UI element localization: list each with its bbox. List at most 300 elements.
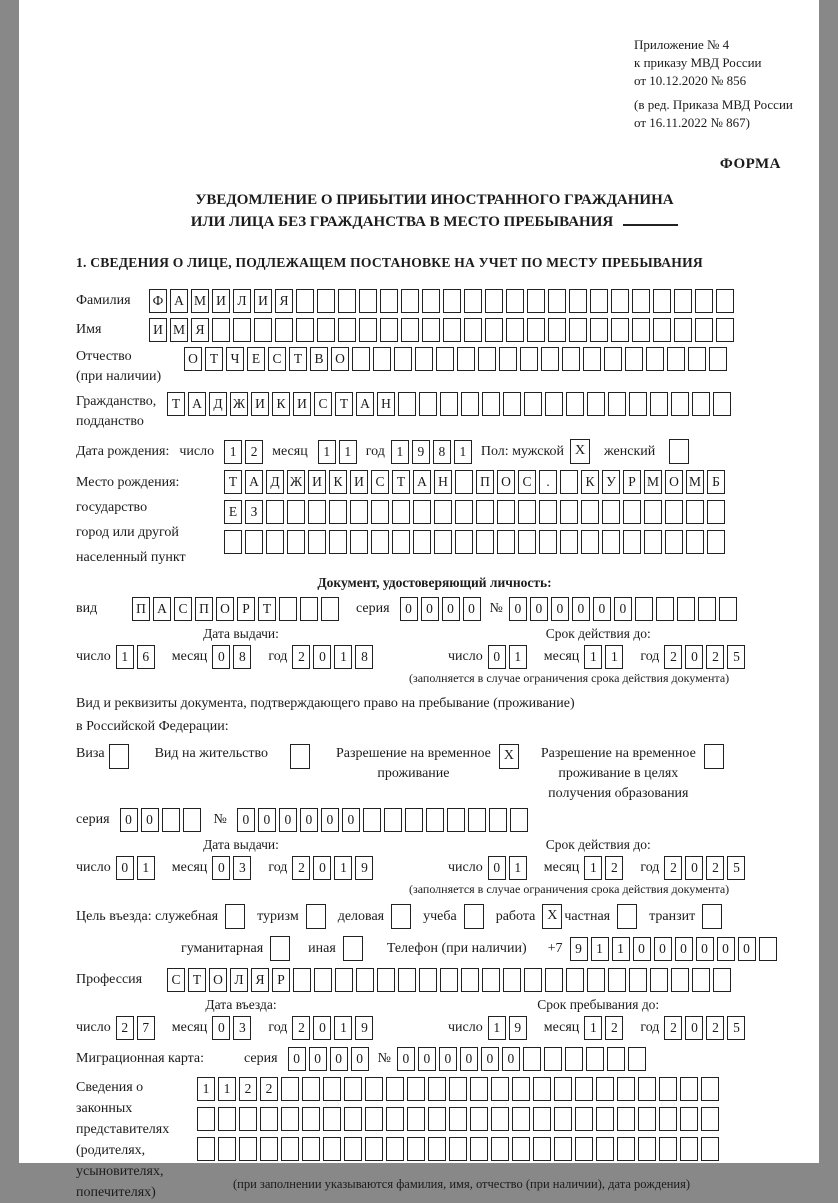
char-cell[interactable] — [596, 1137, 614, 1161]
char-cell[interactable] — [759, 937, 777, 961]
char-cell[interactable] — [701, 1137, 719, 1161]
char-cell[interactable]: Я — [275, 289, 293, 313]
char-cell[interactable] — [279, 597, 297, 621]
char-cell[interactable]: С — [268, 347, 286, 371]
char-cell[interactable] — [565, 1047, 583, 1071]
char-cell[interactable] — [698, 597, 716, 621]
char-cell[interactable] — [344, 1077, 362, 1101]
char-cell[interactable]: 1 — [612, 937, 630, 961]
char-cell[interactable] — [281, 1107, 299, 1131]
char-cell[interactable]: 2 — [664, 856, 682, 880]
birth-month-grid[interactable] — [318, 440, 360, 464]
char-cell[interactable] — [560, 530, 578, 554]
char-cell[interactable] — [527, 318, 545, 342]
char-cell[interactable]: 0 — [572, 597, 590, 621]
char-cell[interactable] — [587, 392, 605, 416]
char-cell[interactable] — [680, 1077, 698, 1101]
char-cell[interactable] — [688, 347, 706, 371]
char-cell[interactable]: 1 — [584, 1016, 602, 1040]
char-cell[interactable]: 1 — [116, 645, 134, 669]
birth-day-grid[interactable] — [224, 440, 266, 464]
char-cell[interactable]: Б — [707, 470, 725, 494]
char-cell[interactable]: Д — [266, 470, 284, 494]
char-cell[interactable] — [281, 1077, 299, 1101]
char-cell[interactable] — [419, 392, 437, 416]
char-cell[interactable]: 2 — [605, 1016, 623, 1040]
char-cell[interactable] — [602, 500, 620, 524]
char-cell[interactable]: 1 — [509, 856, 527, 880]
char-cell[interactable]: 0 — [321, 808, 339, 832]
char-cell[interactable] — [434, 500, 452, 524]
permit-issue-month-grid[interactable] — [212, 856, 254, 880]
char-cell[interactable] — [533, 1077, 551, 1101]
id-issue-month-grid[interactable] — [212, 645, 254, 669]
char-cell[interactable]: Ф — [149, 289, 167, 313]
char-cell[interactable] — [707, 530, 725, 554]
char-cell[interactable] — [443, 318, 461, 342]
char-cell[interactable] — [386, 1077, 404, 1101]
permit-issue-day-grid[interactable] — [116, 856, 158, 880]
char-cell[interactable] — [590, 289, 608, 313]
char-cell[interactable] — [544, 1047, 562, 1071]
char-cell[interactable] — [518, 500, 536, 524]
birthplace-grid-3[interactable] — [224, 530, 728, 554]
char-cell[interactable] — [407, 1077, 425, 1101]
char-cell[interactable] — [317, 289, 335, 313]
representatives-grid-2[interactable] — [197, 1107, 722, 1131]
char-cell[interactable] — [371, 500, 389, 524]
char-cell[interactable] — [377, 968, 395, 992]
char-cell[interactable]: 2 — [260, 1077, 278, 1101]
char-cell[interactable] — [719, 597, 737, 621]
char-cell[interactable]: 2 — [605, 856, 623, 880]
char-cell[interactable] — [713, 968, 731, 992]
char-cell[interactable] — [489, 808, 507, 832]
char-cell[interactable]: 2 — [706, 645, 724, 669]
char-cell[interactable] — [455, 470, 473, 494]
char-cell[interactable]: 2 — [292, 645, 310, 669]
char-cell[interactable] — [569, 318, 587, 342]
char-cell[interactable]: К — [329, 470, 347, 494]
char-cell[interactable] — [617, 1137, 635, 1161]
char-cell[interactable] — [695, 318, 713, 342]
char-cell[interactable]: О — [184, 347, 202, 371]
char-cell[interactable]: 1 — [454, 440, 472, 464]
char-cell[interactable] — [419, 968, 437, 992]
sex-male-checkbox[interactable]: X — [570, 439, 590, 464]
char-cell[interactable] — [317, 318, 335, 342]
char-cell[interactable]: 2 — [239, 1077, 257, 1101]
char-cell[interactable] — [426, 808, 444, 832]
char-cell[interactable]: 0 — [463, 597, 481, 621]
char-cell[interactable]: 0 — [502, 1047, 520, 1071]
char-cell[interactable]: Т — [258, 597, 276, 621]
char-cell[interactable] — [491, 1137, 509, 1161]
char-cell[interactable]: 0 — [342, 808, 360, 832]
char-cell[interactable] — [392, 530, 410, 554]
char-cell[interactable]: 0 — [614, 597, 632, 621]
char-cell[interactable] — [308, 500, 326, 524]
char-cell[interactable] — [455, 530, 473, 554]
char-cell[interactable] — [447, 808, 465, 832]
char-cell[interactable]: Д — [209, 392, 227, 416]
char-cell[interactable]: Е — [247, 347, 265, 371]
char-cell[interactable] — [701, 1107, 719, 1131]
char-cell[interactable]: 3 — [233, 1016, 251, 1040]
char-cell[interactable] — [665, 500, 683, 524]
char-cell[interactable] — [628, 1047, 646, 1071]
char-cell[interactable] — [566, 968, 584, 992]
char-cell[interactable]: 9 — [355, 856, 373, 880]
char-cell[interactable] — [302, 1077, 320, 1101]
char-cell[interactable] — [476, 500, 494, 524]
char-cell[interactable] — [386, 1137, 404, 1161]
char-cell[interactable]: . — [539, 470, 557, 494]
char-cell[interactable]: А — [170, 289, 188, 313]
entry-month-grid[interactable] — [212, 1016, 254, 1040]
char-cell[interactable] — [308, 530, 326, 554]
char-cell[interactable]: Я — [191, 318, 209, 342]
char-cell[interactable] — [586, 1047, 604, 1071]
stay-year-grid[interactable] — [664, 1016, 748, 1040]
char-cell[interactable] — [266, 530, 284, 554]
char-cell[interactable]: 6 — [137, 645, 155, 669]
char-cell[interactable] — [604, 347, 622, 371]
surname-grid[interactable] — [149, 289, 737, 313]
char-cell[interactable]: 5 — [727, 856, 745, 880]
sex-female-checkbox[interactable] — [669, 439, 689, 464]
char-cell[interactable] — [380, 318, 398, 342]
char-cell[interactable]: 0 — [288, 1047, 306, 1071]
char-cell[interactable] — [653, 289, 671, 313]
char-cell[interactable]: 9 — [355, 1016, 373, 1040]
char-cell[interactable]: 5 — [727, 1016, 745, 1040]
migration-series-grid[interactable] — [288, 1047, 372, 1071]
char-cell[interactable] — [436, 347, 454, 371]
citizenship-grid[interactable] — [167, 392, 734, 416]
char-cell[interactable] — [287, 530, 305, 554]
char-cell[interactable] — [656, 597, 674, 621]
char-cell[interactable]: Ч — [226, 347, 244, 371]
char-cell[interactable] — [680, 1137, 698, 1161]
char-cell[interactable] — [440, 968, 458, 992]
char-cell[interactable] — [323, 1137, 341, 1161]
char-cell[interactable] — [659, 1077, 677, 1101]
char-cell[interactable]: 1 — [584, 856, 602, 880]
char-cell[interactable]: 0 — [237, 808, 255, 832]
char-cell[interactable] — [503, 968, 521, 992]
char-cell[interactable] — [524, 968, 542, 992]
char-cell[interactable]: 1 — [391, 440, 409, 464]
representatives-grid-3[interactable] — [197, 1137, 722, 1161]
char-cell[interactable] — [674, 289, 692, 313]
char-cell[interactable]: 0 — [313, 1016, 331, 1040]
char-cell[interactable]: 0 — [300, 808, 318, 832]
char-cell[interactable] — [321, 597, 339, 621]
purpose-work-checkbox[interactable]: X — [542, 904, 562, 929]
entry-year-grid[interactable] — [292, 1016, 376, 1040]
char-cell[interactable] — [335, 968, 353, 992]
char-cell[interactable]: О — [497, 470, 515, 494]
char-cell[interactable]: 0 — [685, 856, 703, 880]
char-cell[interactable] — [428, 1107, 446, 1131]
char-cell[interactable]: 0 — [481, 1047, 499, 1071]
char-cell[interactable]: Т — [392, 470, 410, 494]
char-cell[interactable]: 0 — [309, 1047, 327, 1071]
char-cell[interactable]: С — [518, 470, 536, 494]
char-cell[interactable]: 1 — [334, 645, 352, 669]
char-cell[interactable]: Л — [233, 289, 251, 313]
char-cell[interactable] — [674, 318, 692, 342]
char-cell[interactable]: О — [216, 597, 234, 621]
char-cell[interactable] — [428, 1077, 446, 1101]
char-cell[interactable] — [632, 318, 650, 342]
char-cell[interactable] — [695, 289, 713, 313]
char-cell[interactable] — [575, 1077, 593, 1101]
char-cell[interactable] — [602, 530, 620, 554]
char-cell[interactable] — [266, 500, 284, 524]
char-cell[interactable]: 0 — [442, 597, 460, 621]
char-cell[interactable]: 0 — [120, 808, 138, 832]
char-cell[interactable]: 0 — [488, 856, 506, 880]
char-cell[interactable] — [449, 1137, 467, 1161]
given-name-grid[interactable] — [149, 318, 737, 342]
char-cell[interactable] — [590, 318, 608, 342]
char-cell[interactable] — [401, 318, 419, 342]
entry-day-grid[interactable] — [116, 1016, 158, 1040]
char-cell[interactable] — [560, 470, 578, 494]
char-cell[interactable] — [239, 1107, 257, 1131]
char-cell[interactable] — [583, 347, 601, 371]
char-cell[interactable]: 0 — [488, 645, 506, 669]
char-cell[interactable]: 0 — [313, 645, 331, 669]
id-series-grid[interactable] — [400, 597, 484, 621]
char-cell[interactable] — [239, 1137, 257, 1161]
char-cell[interactable] — [392, 500, 410, 524]
representatives-grid-1[interactable] — [197, 1077, 722, 1101]
purpose-private-checkbox[interactable] — [617, 904, 637, 929]
char-cell[interactable]: С — [371, 470, 389, 494]
char-cell[interactable] — [344, 1107, 362, 1131]
char-cell[interactable] — [671, 968, 689, 992]
char-cell[interactable]: 0 — [258, 808, 276, 832]
char-cell[interactable]: 0 — [116, 856, 134, 880]
char-cell[interactable] — [713, 392, 731, 416]
char-cell[interactable] — [260, 1137, 278, 1161]
char-cell[interactable] — [677, 597, 695, 621]
char-cell[interactable]: К — [581, 470, 599, 494]
char-cell[interactable]: З — [245, 500, 263, 524]
char-cell[interactable] — [523, 1047, 541, 1071]
char-cell[interactable] — [413, 530, 431, 554]
char-cell[interactable] — [499, 347, 517, 371]
char-cell[interactable] — [659, 1107, 677, 1131]
id-valid-month-grid[interactable] — [584, 645, 626, 669]
char-cell[interactable] — [323, 1077, 341, 1101]
char-cell[interactable]: 0 — [593, 597, 611, 621]
char-cell[interactable]: 8 — [233, 645, 251, 669]
birthplace-grid-2[interactable] — [224, 500, 728, 524]
char-cell[interactable] — [398, 968, 416, 992]
char-cell[interactable]: Я — [251, 968, 269, 992]
char-cell[interactable] — [296, 289, 314, 313]
char-cell[interactable] — [638, 1137, 656, 1161]
char-cell[interactable]: 8 — [433, 440, 451, 464]
char-cell[interactable]: 0 — [212, 645, 230, 669]
char-cell[interactable]: Р — [237, 597, 255, 621]
char-cell[interactable]: И — [251, 392, 269, 416]
char-cell[interactable]: 0 — [509, 597, 527, 621]
char-cell[interactable] — [413, 500, 431, 524]
char-cell[interactable] — [275, 318, 293, 342]
char-cell[interactable] — [545, 968, 563, 992]
char-cell[interactable]: 1 — [584, 645, 602, 669]
char-cell[interactable] — [212, 318, 230, 342]
char-cell[interactable] — [434, 530, 452, 554]
char-cell[interactable] — [701, 1077, 719, 1101]
permit-valid-year-grid[interactable] — [664, 856, 748, 880]
char-cell[interactable]: Т — [167, 392, 185, 416]
char-cell[interactable] — [707, 500, 725, 524]
char-cell[interactable] — [520, 347, 538, 371]
char-cell[interactable] — [359, 318, 377, 342]
char-cell[interactable] — [506, 318, 524, 342]
char-cell[interactable]: 1 — [137, 856, 155, 880]
char-cell[interactable]: 2 — [664, 1016, 682, 1040]
char-cell[interactable] — [512, 1077, 530, 1101]
char-cell[interactable] — [581, 500, 599, 524]
char-cell[interactable] — [302, 1137, 320, 1161]
purpose-other-checkbox[interactable] — [343, 936, 363, 961]
purpose-business-checkbox[interactable] — [391, 904, 411, 929]
char-cell[interactable] — [485, 318, 503, 342]
permit-series-grid[interactable] — [120, 808, 204, 832]
birthplace-grid-1[interactable] — [224, 470, 728, 494]
char-cell[interactable]: Р — [623, 470, 641, 494]
char-cell[interactable] — [440, 392, 458, 416]
char-cell[interactable] — [464, 318, 482, 342]
char-cell[interactable]: 0 — [330, 1047, 348, 1071]
char-cell[interactable]: М — [191, 289, 209, 313]
char-cell[interactable]: Т — [188, 968, 206, 992]
char-cell[interactable]: 0 — [633, 937, 651, 961]
char-cell[interactable]: 2 — [706, 1016, 724, 1040]
char-cell[interactable]: 1 — [509, 645, 527, 669]
char-cell[interactable] — [692, 968, 710, 992]
char-cell[interactable] — [512, 1137, 530, 1161]
char-cell[interactable] — [554, 1077, 572, 1101]
char-cell[interactable]: 1 — [197, 1077, 215, 1101]
char-cell[interactable] — [581, 530, 599, 554]
char-cell[interactable] — [470, 1137, 488, 1161]
char-cell[interactable] — [497, 500, 515, 524]
char-cell[interactable] — [692, 392, 710, 416]
char-cell[interactable] — [338, 318, 356, 342]
char-cell[interactable] — [497, 530, 515, 554]
char-cell[interactable]: 0 — [279, 808, 297, 832]
char-cell[interactable] — [560, 500, 578, 524]
char-cell[interactable] — [629, 968, 647, 992]
stay-day-grid[interactable] — [488, 1016, 530, 1040]
char-cell[interactable] — [443, 289, 461, 313]
doc-type-grid[interactable] — [132, 597, 342, 621]
char-cell[interactable]: 2 — [245, 440, 263, 464]
char-cell[interactable] — [667, 347, 685, 371]
char-cell[interactable] — [671, 392, 689, 416]
purpose-humanitarian-checkbox[interactable] — [270, 936, 290, 961]
char-cell[interactable] — [287, 500, 305, 524]
char-cell[interactable] — [162, 808, 180, 832]
char-cell[interactable]: А — [188, 392, 206, 416]
char-cell[interactable]: Н — [434, 470, 452, 494]
char-cell[interactable] — [611, 318, 629, 342]
char-cell[interactable] — [623, 530, 641, 554]
char-cell[interactable] — [646, 347, 664, 371]
char-cell[interactable] — [548, 289, 566, 313]
char-cell[interactable] — [635, 597, 653, 621]
char-cell[interactable]: Ж — [230, 392, 248, 416]
birth-year-grid[interactable] — [391, 440, 475, 464]
char-cell[interactable]: 2 — [292, 856, 310, 880]
char-cell[interactable] — [470, 1077, 488, 1101]
char-cell[interactable]: 0 — [685, 1016, 703, 1040]
char-cell[interactable] — [323, 1107, 341, 1131]
char-cell[interactable]: 0 — [685, 645, 703, 669]
char-cell[interactable] — [281, 1137, 299, 1161]
char-cell[interactable] — [554, 1107, 572, 1131]
char-cell[interactable]: 1 — [224, 440, 242, 464]
char-cell[interactable] — [608, 392, 626, 416]
char-cell[interactable]: 0 — [675, 937, 693, 961]
char-cell[interactable]: 9 — [570, 937, 588, 961]
char-cell[interactable] — [539, 500, 557, 524]
char-cell[interactable]: С — [174, 597, 192, 621]
char-cell[interactable] — [293, 968, 311, 992]
char-cell[interactable] — [596, 1077, 614, 1101]
char-cell[interactable] — [491, 1107, 509, 1131]
char-cell[interactable] — [365, 1107, 383, 1131]
char-cell[interactable] — [548, 318, 566, 342]
char-cell[interactable]: 7 — [137, 1016, 155, 1040]
char-cell[interactable]: 2 — [116, 1016, 134, 1040]
char-cell[interactable] — [356, 968, 374, 992]
char-cell[interactable] — [709, 347, 727, 371]
char-cell[interactable]: У — [602, 470, 620, 494]
char-cell[interactable] — [503, 392, 521, 416]
char-cell[interactable]: 0 — [530, 597, 548, 621]
char-cell[interactable] — [428, 1137, 446, 1161]
char-cell[interactable]: П — [132, 597, 150, 621]
char-cell[interactable] — [629, 392, 647, 416]
char-cell[interactable] — [608, 968, 626, 992]
char-cell[interactable] — [506, 289, 524, 313]
char-cell[interactable]: П — [195, 597, 213, 621]
char-cell[interactable]: 0 — [654, 937, 672, 961]
char-cell[interactable]: 0 — [141, 808, 159, 832]
char-cell[interactable] — [644, 500, 662, 524]
char-cell[interactable]: 8 — [355, 645, 373, 669]
char-cell[interactable]: М — [644, 470, 662, 494]
char-cell[interactable] — [566, 392, 584, 416]
char-cell[interactable]: Р — [272, 968, 290, 992]
char-cell[interactable] — [650, 392, 668, 416]
char-cell[interactable] — [468, 808, 486, 832]
char-cell[interactable]: М — [170, 318, 188, 342]
char-cell[interactable]: 1 — [218, 1077, 236, 1101]
char-cell[interactable]: 0 — [696, 937, 714, 961]
char-cell[interactable]: 0 — [351, 1047, 369, 1071]
char-cell[interactable] — [449, 1107, 467, 1131]
